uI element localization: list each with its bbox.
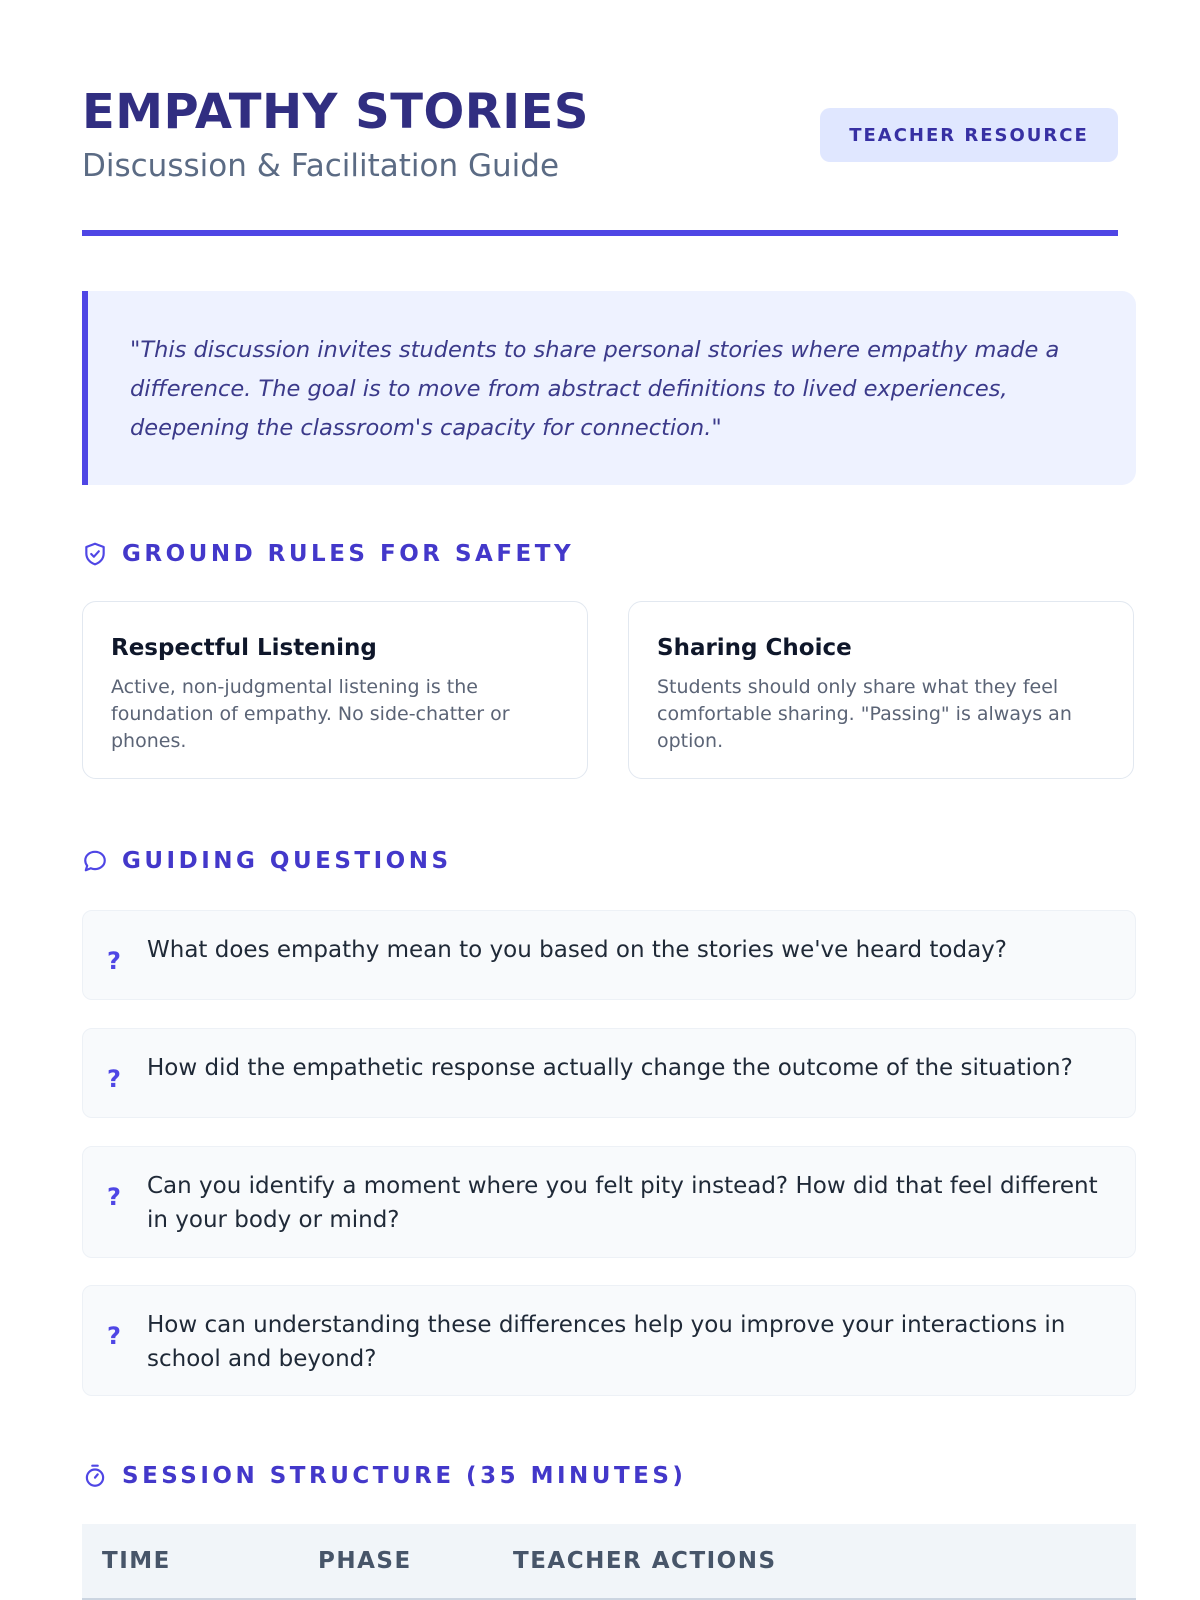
- session-structure-heading-label: SESSION STRUCTURE (35 MINUTES): [122, 1463, 687, 1489]
- guiding-questions-heading: [82, 848, 452, 874]
- question-card: [82, 1285, 1136, 1396]
- question-card: [82, 1028, 1136, 1118]
- rule-card-sharing-choice: [628, 601, 1134, 779]
- teacher-resource-badge: TEACHER RESOURCE: [820, 108, 1118, 162]
- rule-card-respectful-listening: [82, 601, 588, 779]
- question-mark-icon: ?: [107, 1183, 121, 1211]
- rule-card-text: Active, non-judgmental listening is the foundation of empathy. No side-chatter or phones.: [111, 676, 510, 752]
- speech-bubble-icon: [82, 848, 108, 874]
- column-header-teacher-actions: TEACHER ACTIONS: [513, 1548, 777, 1574]
- column-header-phase: PHASE: [318, 1548, 412, 1574]
- question-text: How did the empathetic response actually change the outcome of the situation?: [147, 1055, 1073, 1081]
- page-title: EMPATHY STORIES: [82, 84, 589, 140]
- question-card: [82, 1146, 1136, 1258]
- question-text: How can understanding these differences help you improve your interactions in school and beyond?: [147, 1312, 1066, 1372]
- ground-rules-heading: [82, 541, 574, 567]
- rule-card-title: Respectful Listening: [111, 635, 377, 661]
- question-mark-icon: ?: [107, 1322, 121, 1350]
- session-table-header: [82, 1524, 1136, 1600]
- page-subtitle: Discussion & Facilitation Guide: [82, 148, 560, 184]
- document-header: [82, 0, 1118, 236]
- column-header-time: TIME: [102, 1548, 171, 1574]
- question-mark-icon: ?: [107, 947, 121, 975]
- intro-quote-block: [82, 291, 1136, 485]
- session-structure-heading: [82, 1463, 686, 1489]
- intro-quote-text: "This discussion invites students to share personal stories where empathy made a difference. The goal is to move from abstract definitions to lived experiences, deepening the classroom's capacity for connection.": [130, 337, 1060, 441]
- stopwatch-icon: [82, 1463, 108, 1489]
- question-mark-icon: ?: [107, 1065, 121, 1093]
- question-text: Can you identify a moment where you felt pity instead? How did that feel different in your body or mind?: [147, 1173, 1098, 1233]
- ground-rules-heading-label: GROUND RULES FOR SAFETY: [122, 541, 575, 567]
- guiding-questions-heading-label: GUIDING QUESTIONS: [122, 848, 452, 874]
- question-card: [82, 910, 1136, 1000]
- shield-check-icon: [82, 541, 108, 567]
- rule-card-text: Students should only share what they feel comfortable sharing. "Passing" is always an option.: [657, 676, 1072, 752]
- question-text: What does empathy mean to you based on the stories we've heard today?: [147, 937, 1007, 963]
- rule-card-title: Sharing Choice: [657, 635, 852, 661]
